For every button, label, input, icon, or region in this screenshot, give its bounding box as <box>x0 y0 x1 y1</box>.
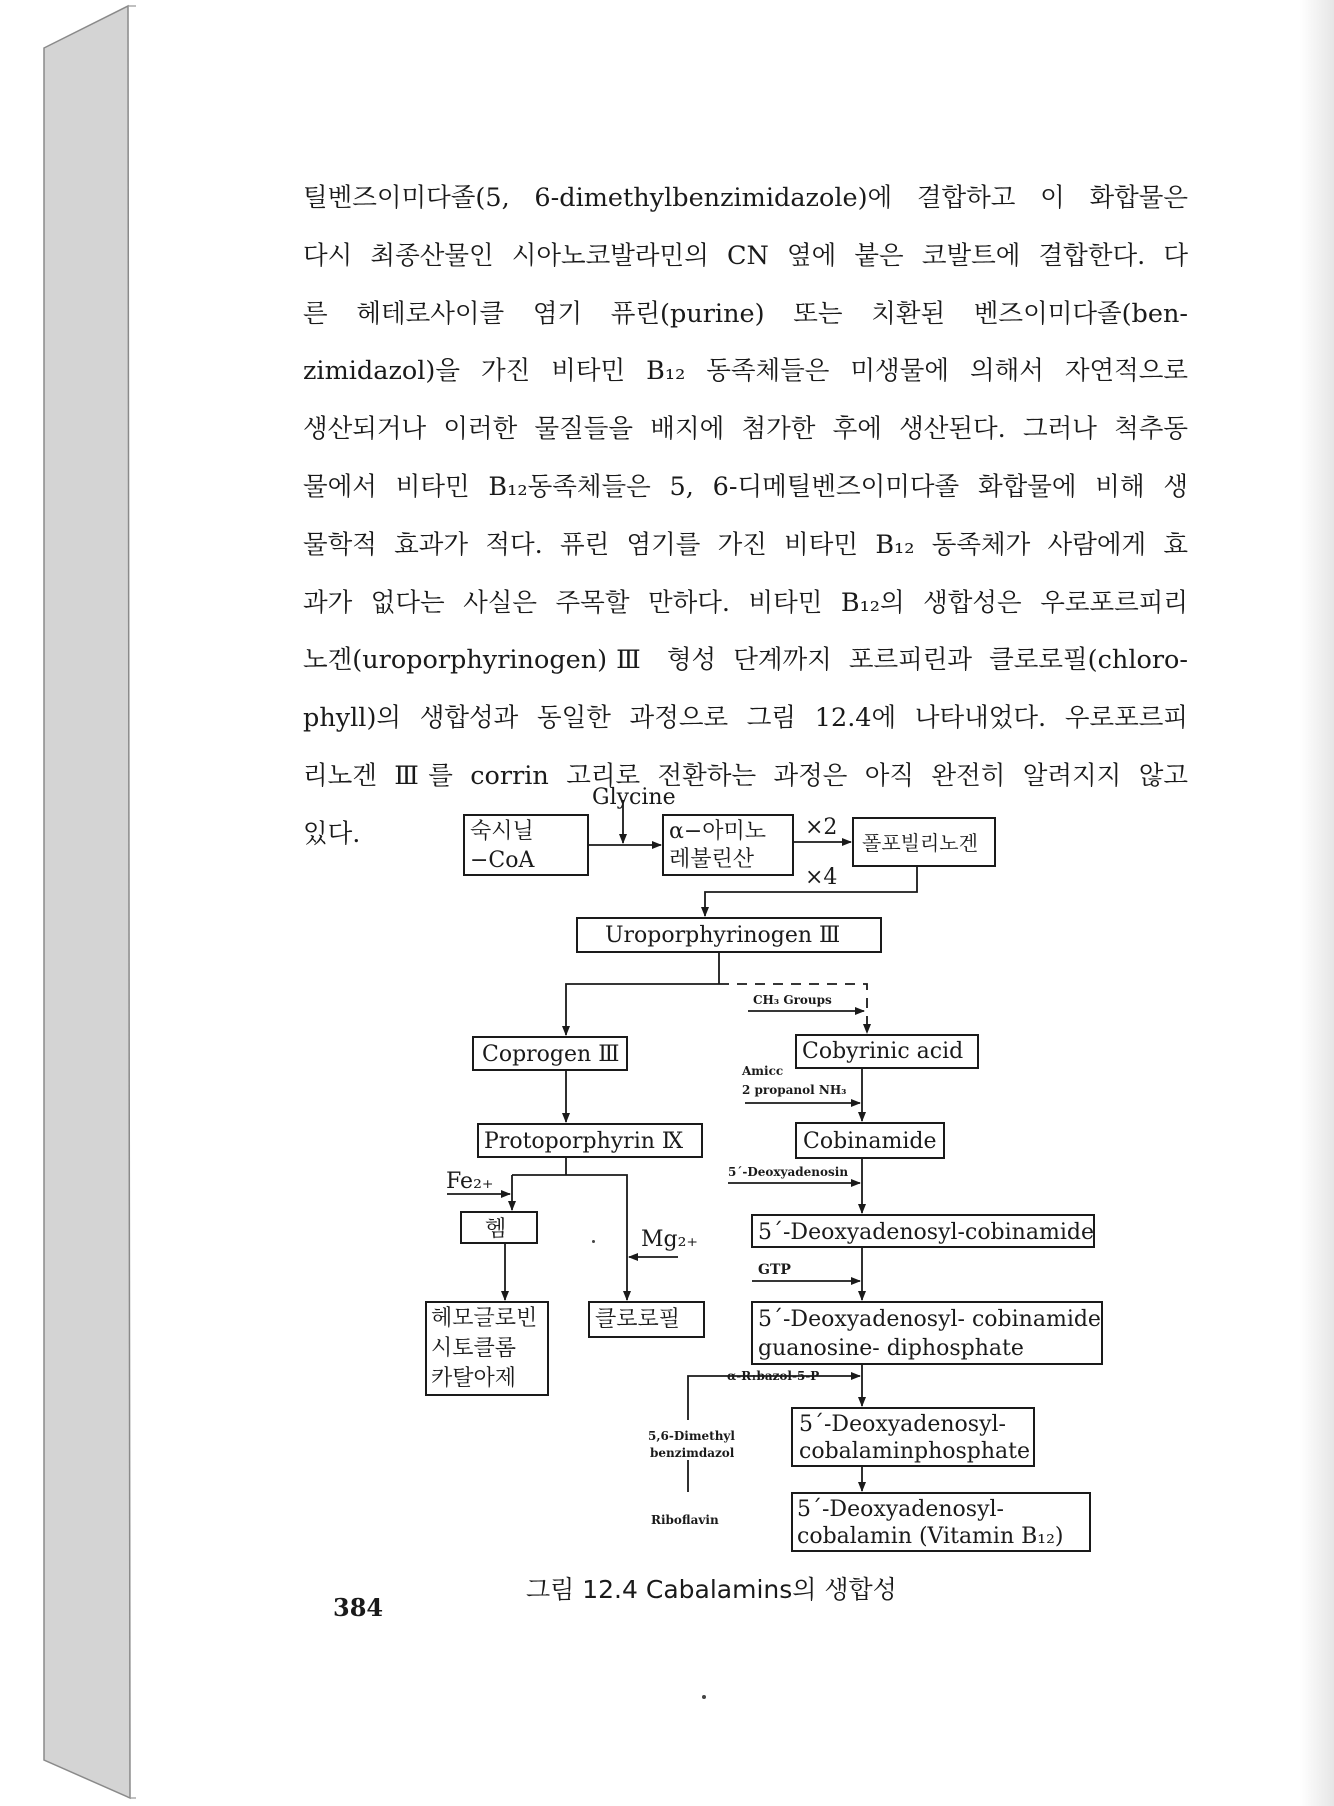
text-line: 있다. <box>303 818 361 849</box>
label-cobyrinic-acid: Cobyrinic acid <box>802 1039 964 1064</box>
label-mg: Mg₂₊ <box>641 1227 699 1252</box>
label-glycine: Glycine <box>592 785 676 810</box>
label-x2: ×2 <box>805 815 838 840</box>
label-gdp-1: 5´-Deoxyadenosyl- cobinamide <box>758 1307 1101 1332</box>
text-line: 른 헤테로사이클 염기 퓨린(purine) 또는 치환된 벤즈이미다졸(ben- <box>303 298 1188 329</box>
label-gtp: GTP <box>758 1262 791 1278</box>
label-fe: Fe₂₊ <box>446 1169 494 1194</box>
text-line: zimidazol)을 가진 비타민 B₁₂ 동족체들은 미생물에 의해서 자연적으로 <box>303 356 1188 387</box>
text-line: 물학적 효과가 적다. 퓨린 염기를 가진 비타민 B₁₂ 동족체가 사람에게 효 <box>303 529 1188 560</box>
speck <box>592 1240 595 1243</box>
label-hemoglobin-2: 시토클롬 <box>431 1336 517 1361</box>
label-uroporphyrinogen: Uroporphyrinogen Ⅲ <box>605 923 841 948</box>
label-ribazol: α-R₁bazol-5-P <box>727 1369 820 1383</box>
label-chlorophyll: 클로로필 <box>595 1307 681 1332</box>
text-line: 생산되거나 이러한 물질들을 배지에 첨가한 후에 생산된다. 그러나 척추동 <box>303 414 1188 445</box>
figure-caption: 그림 12.4 Cabalamins의 생합성 <box>526 1575 897 1604</box>
label-gdp-2: guanosine- diphosphate <box>758 1336 1024 1361</box>
label-dmb-1: 5,6-Dimethyl <box>648 1429 735 1443</box>
text-line: 노겐(uroporphyrinogen)Ⅲ 형성 단계까지 포르피린과 클로로필(chloro- <box>303 645 1188 676</box>
label-deoxyadenosyl-cobinamide: 5´-Deoxyadenosyl-cobinamide <box>758 1220 1094 1245</box>
label-ala-1: α−아미노 <box>669 819 767 844</box>
page-number: 384 <box>333 1593 384 1622</box>
label-deoxyadenosin: 5´-Deoxyadenosin <box>728 1165 849 1179</box>
label-protoporphyrin: Protoporphyrin Ⅸ <box>484 1129 684 1154</box>
label-cobalaminphosphate-1: 5´-Deoxyadenosyl- <box>799 1412 1006 1437</box>
label-cobalamin-2: cobalamin (Vitamin B₁₂) <box>797 1524 1064 1549</box>
label-coprogen: Coprogen Ⅲ <box>482 1042 620 1067</box>
label-riboflavin: Riboflavin <box>651 1513 719 1527</box>
text-line: 틸벤즈이미다졸(5, 6-dimethylbenzimidazole)에 결합하고 이 화합물은 <box>303 183 1188 213</box>
label-heme: 헴 <box>485 1217 507 1242</box>
label-amicc: Amicc <box>742 1064 784 1078</box>
label-hemoglobin-3: 카탈아제 <box>431 1366 517 1391</box>
speck <box>702 1695 706 1699</box>
label-ala-2: 레불린산 <box>669 847 755 872</box>
label-cobalaminphosphate-2: cobalaminphosphate <box>799 1439 1030 1464</box>
text-line: phyll)의 생합성과 동일한 과정으로 그림 12.4에 나타내었다. 우로포르피 <box>303 703 1188 734</box>
label-pbg: 폴포빌리노겐 <box>862 831 978 855</box>
label-cobinamide: Cobinamide <box>803 1129 937 1154</box>
label-succinyl-1: 숙시닐 <box>470 819 534 844</box>
label-cobalamin-1: 5´-Deoxyadenosyl- <box>797 1497 1004 1522</box>
text-line: 리노겐 Ⅲ를 corrin 고리로 전환하는 과정은 아직 완전히 알려지지 않고 <box>303 760 1188 791</box>
text-line: 다시 최종산물인 시아노코발라민의 CN 옆에 붙은 코발트에 결합한다. 다 <box>303 240 1188 271</box>
text-line: 물에서 비타민 B₁₂동족체들은 5, 6-디메틸벤즈이미다졸 화합물에 비해 생 <box>303 471 1188 502</box>
label-dmb-2: benzimdazol <box>650 1446 735 1460</box>
label-hemoglobin-1: 헤모글로빈 <box>431 1306 538 1331</box>
label-x4: ×4 <box>805 865 838 890</box>
label-propanol: 2 propanol NH₃ <box>742 1083 847 1097</box>
label-ch3-groups: CH₃ Groups <box>753 993 832 1007</box>
text-line: 과가 없다는 사실은 주목할 만하다. 비타민 B₁₂의 생합성은 우로포르피리 <box>303 587 1188 618</box>
label-succinyl-2: −CoA <box>470 848 535 873</box>
